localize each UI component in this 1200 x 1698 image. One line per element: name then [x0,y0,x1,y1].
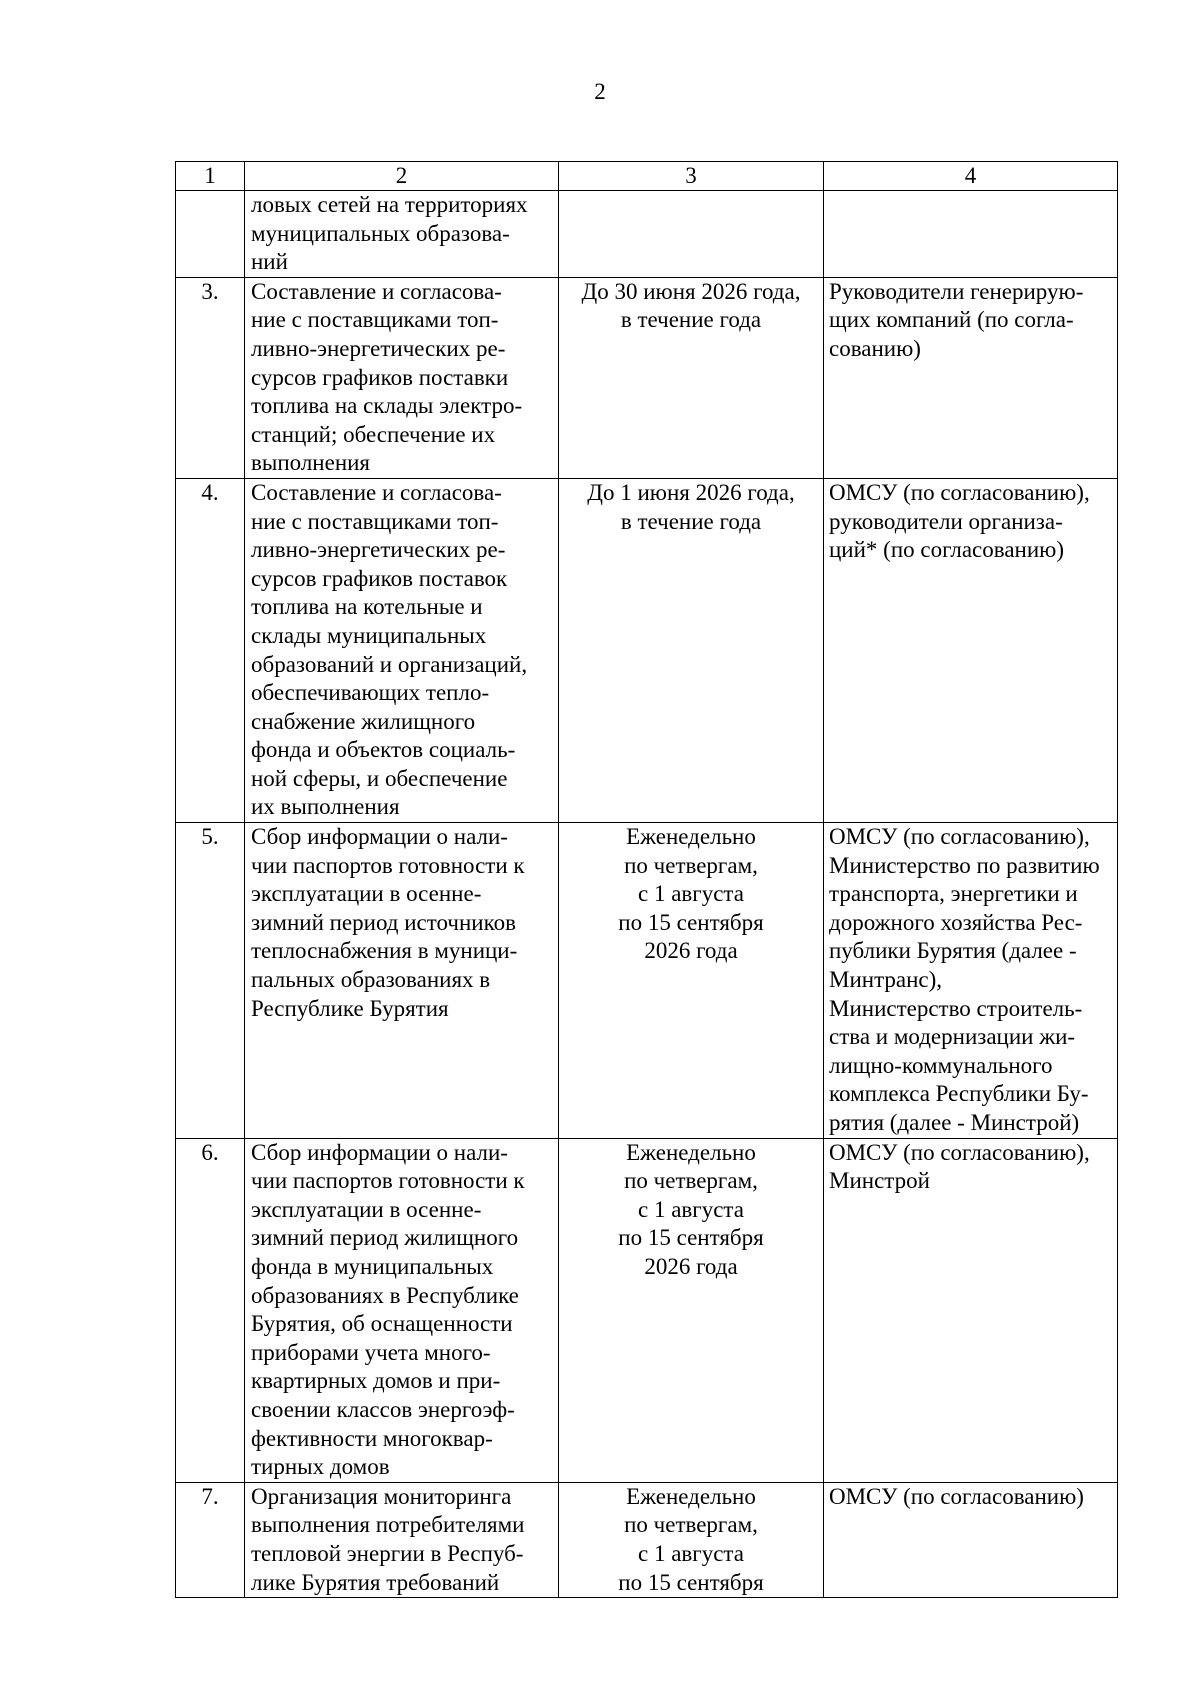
table-row [176,1482,1118,1597]
deadline-line: по 15 сентября [618,1569,764,1595]
action-line: чии паспортов готовности к [251,1168,525,1194]
deadline-line: по четвергам, [624,852,758,878]
responsible-cell [824,478,1118,822]
action-line: ние с поставщиками топ- [251,508,499,534]
responsible-line: ОМСУ (по согласованию), [829,1139,1090,1165]
deadline-cell [559,478,824,822]
header-col-2: 2 [245,162,559,191]
action-line: фонда в муниципальных [251,1253,494,1279]
responsible-line: публики Бурятия (далее - [829,938,1077,964]
action-line: образований и организаций, [251,651,528,677]
action-line: Составление и согласова- [251,278,502,304]
action-line: ловых сетей на территориях [251,192,528,217]
row-number [176,191,245,278]
responsible-line: дорожного хозяйства Рес- [829,909,1083,935]
page-number: 2 [594,79,606,104]
action-line: зимний период жилищного [251,1225,519,1251]
action-line: склады муниципальных [251,622,487,648]
responsible-line: руководители организа- [829,508,1063,534]
table-row [176,277,1118,478]
deadline-line: Еженедельно [626,1483,756,1509]
action-line: Республике Бурятия [251,995,449,1021]
action-line: лике Бурятия требований [251,1569,500,1595]
deadline-line: 2026 года [644,1253,738,1279]
deadline-line: Еженедельно [626,824,756,850]
table-row [176,823,1118,1139]
action-line: Сбор информации о нали- [251,1139,508,1165]
responsible-cell [824,1482,1118,1597]
table-row [176,191,1118,278]
responsible-line: ства и модернизации жи- [829,1024,1076,1050]
table-row [176,1138,1118,1482]
action-line: ливно-энергетических ре- [251,335,506,361]
action-line: приборами учета много- [251,1339,491,1365]
deadline-line: До 30 июня 2026 года, [581,278,801,304]
table-body [176,191,1118,1598]
deadline-line: 2026 года [644,938,738,964]
deadline-line: по четвергам, [624,1512,758,1538]
responsible-line: ОМСУ (по согласованию), [829,479,1090,505]
action-line: их выполнения [251,794,400,820]
responsible-line: ОМСУ (по согласованию), [829,824,1090,850]
action-cell [245,277,559,478]
action-line: топлива на склады электро- [251,393,523,419]
deadline-line: с 1 августа [638,1196,744,1222]
responsible-line: Министерство строитель- [829,995,1083,1021]
measures-table [175,161,1118,1598]
action-line: фективности многоквар- [251,1425,493,1451]
deadline-line: по четвергам, [624,1168,758,1194]
row-number: 4. [176,478,245,822]
action-line: образованиях в Республике [251,1282,519,1308]
action-line: тепловой энергии в Респуб- [251,1540,524,1566]
responsible-line: Министерство по развитию [829,852,1100,878]
header-col-1: 1 [176,162,245,191]
action-line: муниципальных образова- [251,220,510,246]
responsible-line: Минстрой [829,1168,930,1194]
deadline-cell [559,191,824,278]
action-line: своении классов энергоэф- [251,1396,515,1422]
header-col-4: 4 [824,162,1118,191]
responsible-line: транспорта, энергетики и [829,881,1078,907]
responsible-cell [824,1138,1118,1482]
header-col-3: 3 [559,162,824,191]
action-cell [245,191,559,278]
deadline-cell [559,1138,824,1482]
action-line: выполнения [251,450,371,476]
deadline-line: с 1 августа [638,1540,744,1566]
deadline-line: с 1 августа [638,881,744,907]
action-line: сурсов графиков поставок [251,565,508,591]
action-cell [245,478,559,822]
responsible-cell [824,823,1118,1139]
deadline-line: До 1 июня 2026 года, [587,479,795,505]
deadline-line: Еженедельно [626,1139,756,1165]
responsible-line: рятия (далее - Минстрой) [829,1110,1080,1135]
action-line: Сбор информации о нали- [251,824,508,850]
deadline-line: по 15 сентября [618,1225,764,1251]
deadline-cell [559,823,824,1139]
responsible-line: щих компаний (по согла- [829,307,1074,333]
row-number: 5. [176,823,245,1139]
header-row [176,162,1118,191]
responsible-line: лищно-коммунального [829,1052,1053,1078]
deadline-line: в течение года [620,508,762,534]
responsible-line: сованию) [829,335,921,361]
action-cell [245,1482,559,1597]
action-line: выполнения потребителями [251,1512,525,1538]
table-row [176,478,1118,822]
action-line: ливно-энергетических ре- [251,537,506,563]
responsible-cell [824,277,1118,478]
deadline-line: в течение года [620,307,762,333]
deadline-cell [559,277,824,478]
responsible-line: комплекса Республики Бу- [829,1081,1089,1107]
action-cell [245,823,559,1139]
action-line: снабжение жилищного [251,708,476,734]
action-line: топлива на котельные и [251,594,483,620]
action-line: ние с поставщиками топ- [251,307,499,333]
action-line: ной сферы, и обеспечение [251,765,508,791]
action-line: Бурятия, об оснащенности [251,1311,513,1337]
responsible-cell [824,191,1118,278]
deadline-line: по 15 сентября [618,909,764,935]
action-line: квартирных домов и при- [251,1368,501,1394]
action-line: сурсов графиков поставки [251,364,509,390]
action-line: обеспечивающих тепло- [251,680,490,706]
action-line: теплоснабжения в муници- [251,938,518,964]
row-number: 3. [176,277,245,478]
responsible-line: ций* (по согласованию) [829,537,1064,563]
action-line: ний [251,249,288,275]
action-line: эксплуатации в осенне- [251,1196,482,1222]
action-line: тирных домов [251,1454,390,1480]
action-line: пальных образованиях в [251,967,491,993]
action-line: Организация мониторинга [251,1483,512,1509]
action-line: фонда и объектов социаль- [251,737,516,763]
action-line: зимний период источников [251,909,516,935]
action-line: Составление и согласова- [251,479,502,505]
action-line: эксплуатации в осенне- [251,881,482,907]
action-line: станций; обеспечение их [251,421,496,447]
responsible-line: ОМСУ (по согласованию) [829,1483,1084,1509]
responsible-line: Руководители генерирую- [829,278,1084,304]
responsible-line: Минтранс), [829,967,943,993]
action-cell [245,1138,559,1482]
deadline-cell [559,1482,824,1597]
row-number: 7. [176,1482,245,1597]
row-number: 6. [176,1138,245,1482]
action-line: чии паспортов готовности к [251,852,525,878]
